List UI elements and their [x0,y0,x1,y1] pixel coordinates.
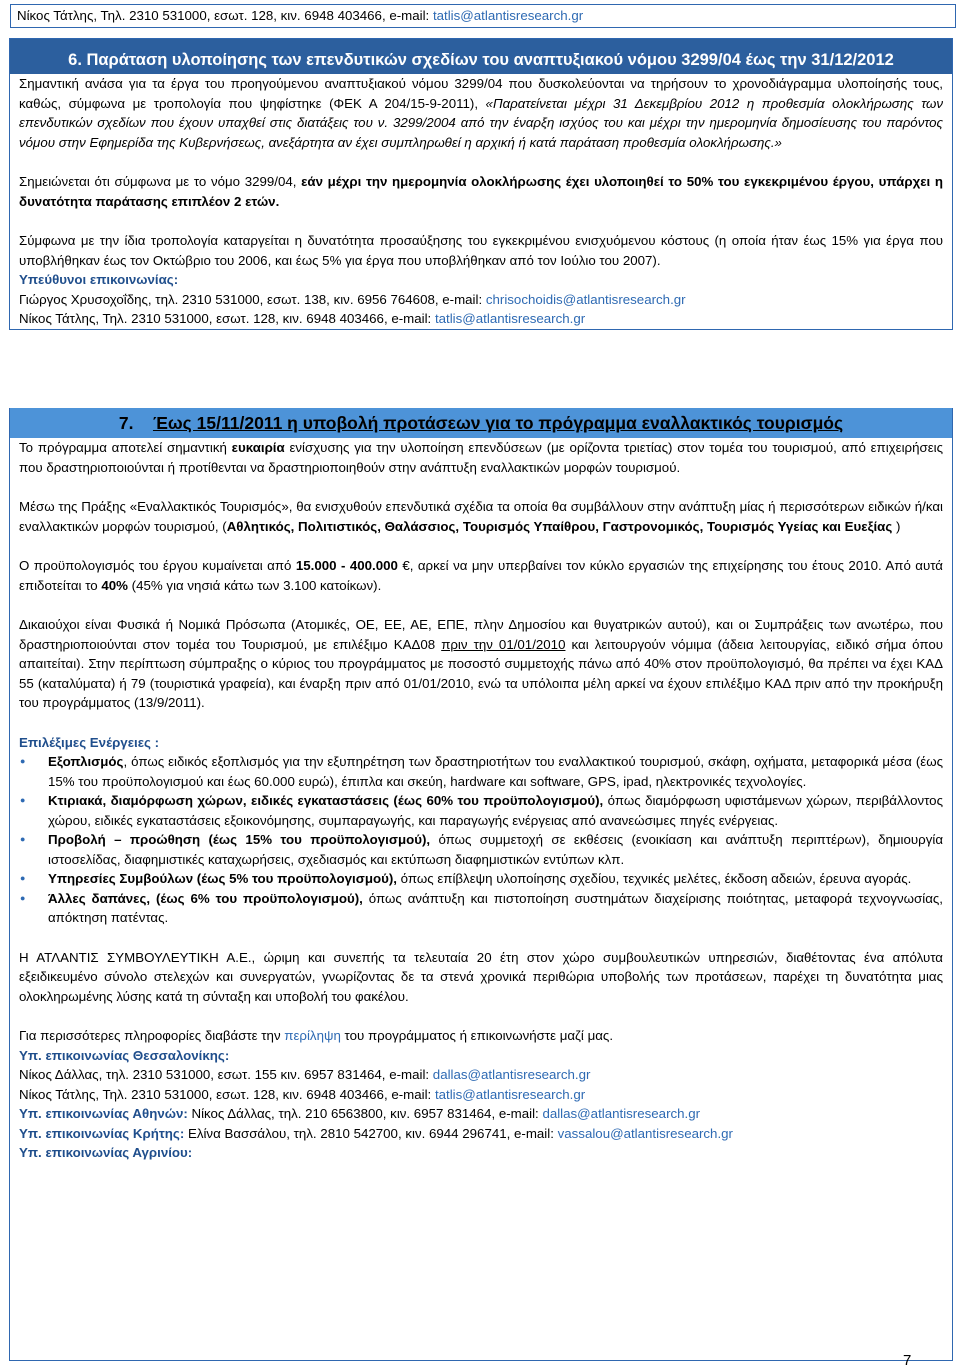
section-7-paragraph-5: Η ΑΤΛΑΝΤΙΣ ΣΥΜΒΟΥΛΕΥΤΙΚΗ Α.Ε., ώριμη και συνεπής τα τελευταία 20 έτη στον χώρο συμβουλευτικών υπηρεσιών, διαθέτοντας ένα απόλυτα εξειδικευμένο σύνολο στελεχών και συνεργατών, γνωρίζοντας δε τα στενά χρονικά περιθώρια υποβολής των προτάσεων, παρέχει τη δυνατότητα μιας ολοκληρωμένης λύσης κατά τη σύνταξη και υποβολή του φακέλου. [19,949,943,1004]
list-item [48,752,943,791]
section-6-p1-quote: «Παρατείνεται μέχρι 31 Δεκεμβρίου 2012 η προθεσμία ολοκλήρωσης των επενδυτικών σχεδίων που έχουν υπαχθεί στις διατάξεις του ν. 3299/2004 από την έναρξη ισχύος του και μέχρι την ημερομηνία δημοσίευσης του παρόντος νόμου στην Εφημερίδα της Κυβερνήσεως, ανεξάρτητα αν έχει συμπληρωθεί η αρχική ή κατά παράταση προθεσμία ολοκλήρωσης.» [19,95,943,150]
section-6-paragraph-1 [19,74,943,152]
section-6 [9,38,953,330]
athens-text: Νίκος Δάλλας, τηλ. 210 6563800, κιν. 6957 831464, e-mail: [187,1106,543,1121]
action-3-text: όπως συμμετοχή σε εκθέσεις (ενοικίαση και ανάπτυξη περιπτέρων), δημιουργία ιστοσελίδας, διαφημιστικές καταχωρήσεις, σχεδιασμός και εκτύπωση διαφημιστικών εντύπων κλπ. [48,832,944,867]
s7-p4-a: Δικαιούχοι είναι Φυσικά ή Νομικά Πρόσωπα (Ατομικές, ΟΕ, ΕΕ, ΑΕ, ΕΠΕ, πλην Δημοσίου και θυγατρικών αυτού), και οι Συμπράξεις των ανωτέρω, που δραστηριοποιούνται στον τομέα του Τουρισμού, με επιλέξιμο ΚΑΔ08 [19,617,943,652]
action-2-text: όπως διαμόρφωση υφιστάμενων χώρων, περιβάλλοντος χώρου, ειδικές εγκαταστάσεις εξοικονόμησης, συμπαραγωγής, και παραγωγής ενέργειας από ανανεώσιμες πηγές ενέργειας. [48,793,943,828]
section-6-title: 6. Παράταση υλοποίησης των επενδυτικών σχεδίων του αναπτυξιακού νόμου 3299/04 έως την 31/12/2012 [10,39,952,74]
section-7-paragraph-1 [19,438,943,477]
s7-p1-a: Το πρόγραμμα αποτελεί σημαντική [19,440,232,455]
s7-p1-bold: ευκαιρία [231,440,285,455]
summary-link[interactable]: περίληψη [284,1028,341,1043]
section-7-number: 7. [118,413,134,433]
s7-p3-b: €, αρκεί να μην υπερβαίνει τον κύκλο εργασιών της επιχείρησης του έτους 2010. Από αυτά επιδοτείται το [19,558,943,593]
action-5-text: όπως ανάπτυξη και πιστοποίηση συστημάτων διαχείρισης ποιότητας, μεταφορά τεχνογνωσίας, απόκτηση πατέντας. [48,890,943,925]
contact-2-text: Νίκος Τάτλης, Τηλ. 2310 531000, εσωτ. 128, κιν. 6948 403466, e-mail: [19,311,435,326]
s7-p2-bold: Αθλητικός, Πολιτιστικός, Θαλάσσιος, Τουρισμός Υπαίθρου, Γαστρονομικός, Τουρισμός Υγείας και Ευεξίας [226,518,893,534]
section-7 [9,408,953,1361]
list-item [48,830,943,869]
action-1-text: , όπως ειδικός εξοπλισμός για την εξυπηρέτηση των δραστηριοτήτων του εναλλακτικού τουρισμού, σκάφη, οχήματα, μεταφορικά μέσα (έως 15% του προϋπολογισμού και έως 60.000 ευρώ), έπιπλα και σκεύη, hardware και software, GPS, ipad, ηλεκτρονικές τεχνολογίες. [48,754,943,789]
thessaloniki-contacts-label: Υπ. επικοινωνίας Θεσσαλονίκης: [19,1047,230,1063]
s7-p6-a: Για περισσότερες πληροφορίες διαβάστε την [19,1028,285,1043]
section-7-body-end [10,928,952,1163]
s7-p2-b: ) [892,518,901,534]
action-4-bold: Υπηρεσίες Συμβούλων (έως 5% του προϋπολογισμού), [48,871,397,886]
s7-p3-a: Ο προϋπολογισμός του έργου κυμαίνεται από [19,558,296,573]
section-7-title [10,408,952,438]
athens-label: Υπ. επικοινωνίας Αθηνών: [19,1106,188,1121]
action-2-bold: Κτιριακά, διαμόρφωση χώρων, ειδικές εγκαταστάσεις (έως 60% του προϋπολογισμού), [48,793,604,808]
s7-p3-bold-percent: 40% [101,577,128,593]
list-item [48,869,943,889]
eligible-actions-list [10,752,952,928]
s7-p4-b: και λειτουργούν νόμιμα (άδεια λειτουργίας, ειδικό σήμα όπου απαιτείται). Στην περίπτωση σύμπραξης ο κύριος του προγράμματος με ποσοστό συμμετοχής πάνω από 40% στον προϋπολογισμό, θα πρέπει να έχει ΚΑΔ 55 (καταλύματα) ή 79 (τουριστικά γραφεία), και έναρξη πριν από 01/01/2010, ενώ τα υπόλοιπα μέλη αρκεί να έχουν επιλέξιμο ΚΑΔ πριν από την προκήρυξη του προγράμματος (13/9/2011). [19,636,943,710]
athens-email-link[interactable]: dallas@atlantisresearch.gr [542,1106,701,1121]
s7-p2-a: Μέσω της Πράξης «Εναλλακτικός Τουρισμός», θα ενισχυθούν επενδυτικά σχέδια τα οποία θα συμβάλλουν στην ανάπτυξη μίας ή περισσότερων ειδικών ή/και εναλλακτικών μορφών τουρισμού, ( [19,499,943,534]
athens-contact [19,1104,943,1124]
section-6-p2-bold: εάν μέχρι την ημερομηνία ολοκλήρωσης έχει υλοποιηθεί το 50% του εγκεκριμένου έργου, υπάρχει η δυνατότητα παράτασης επιπλέον 2 ετών. [19,174,943,209]
thess-2-email-link[interactable]: tatlis@atlantisresearch.gr [434,1086,586,1102]
section-6-contact-1 [19,290,943,310]
list-item [48,791,943,830]
contact-1-email-link[interactable]: chrisochoidis@atlantisresearch.gr [485,291,686,307]
crete-email-link[interactable]: vassalou@atlantisresearch.gr [557,1125,733,1141]
eligible-actions-label: Επιλέξιμες Ενέργειες : [19,734,160,750]
agrinio-contacts-label: Υπ. επικοινωνίας Αγρινίου: [19,1145,193,1160]
section-7-paragraph-2 [19,497,943,536]
action-4-text: όπως επίβλεψη υλοποίησης σχεδίου, τεχνικές μελέτες, έκδοση αδειών, έρευνα αγοράς. [396,871,912,886]
page-number: 7 [903,1352,912,1369]
section-7-paragraph-4 [19,615,943,713]
s7-p3-bold-budget: 15.000 - 400.000 [295,558,398,573]
action-1-bold: Εξοπλισμός [48,754,124,769]
thess-2-text: Νίκος Τάτλης, Τηλ. 2310 531000, εσωτ. 128, κιν. 6948 403466, e-mail: [19,1086,435,1102]
thessaloniki-contact-1 [19,1065,943,1085]
section-6-body [10,74,952,329]
section-6-paragraph-3: Σύμφωνα με την ίδια τροπολογία καταργείται η δυνατότητα προσαύξησης του εγκεκριμένου ενισχυόμενου κόστους (η οποία ήταν έως 15% για έργα που υποβλήθηκαν έως τον Οκτώβριο του 2006, και έως 5% για έργα που υποβλήθηκαν από τον Ιούλιο του 2007). [19,233,943,268]
action-3-bold: Προβολή – προώθηση (έως 15% του προϋπολογισμού), [48,832,431,847]
action-5-bold: Άλλες δαπάνες, (έως 6% του προϋπολογισμού), [48,890,363,906]
s7-p1-b: ενίσχυσης για την υλοποίηση επενδύσεων (με ορίζοντα τριετίας) στον τομέα του τουρισμού, από επιχειρήσεις που δραστηριοποιούνται ή προτίθενται να δραστηριοποιηθούν στην ανάπτυξη εναλλακτικών μορφών τουρισμού. [19,440,943,475]
crete-contact [19,1124,943,1144]
thess-1-email-link[interactable]: dallas@atlantisresearch.gr [432,1067,591,1082]
section-6-contacts-label: Υπεύθυνοι επικοινωνίας: [19,272,179,287]
section-6-p2-text: Σημειώνεται ότι σύμφωνα με το νόμο 3299/04, [19,174,302,189]
contact-2-email-link[interactable]: tatlis@atlantisresearch.gr [434,311,586,326]
section-6-contact-2 [19,309,943,329]
section-7-paragraph-3 [19,556,943,595]
top-contact-email-link[interactable]: tatlis@atlantisresearch.gr [432,8,584,23]
thess-1-text: Νίκος Δάλλας, τηλ. 2310 531000, εσωτ. 155 κιν. 6957 831464, e-mail: [19,1067,433,1082]
s7-p6-b: του προγράμματος ή επικοινωνήστε μαζί μας. [340,1028,614,1043]
s7-p3-c: (45% για νησιά κάτω των 3.100 κατοίκων). [127,577,382,593]
contact-1-text: Γιώργος Χρυσοχοΐδης, τηλ. 2310 531000, εσωτ. 138, κιν. 6956 764608, e-mail: [19,291,486,307]
section-6-p1-text: Σημαντική ανάσα για τα έργα του προηγούμενου αναπτυξιακού νόμου 3299/04 που δυσκολεύονται να τηρήσουν το χρονοδιάγραμμα υλοποίησής τους, καθώς, σύμφωνα με τροπολογία που ψηφίστηκε (ΦΕΚ Α 204/15-9-2011), [19,76,943,111]
section-6-paragraph-2 [19,172,943,211]
top-contact-text: Νίκος Τάτλης, Τηλ. 2310 531000, εσωτ. 128, κιν. 6948 403466, e-mail: [17,8,433,23]
thessaloniki-contact-2 [19,1085,943,1105]
section-7-paragraph-6 [19,1026,943,1046]
s7-p4-underlined-date: πριν την 01/01/2010 [441,636,566,652]
section-7-body [10,438,952,752]
list-item [48,889,943,928]
section-7-title-text: Έως 15/11/2011 η υποβολή προτάσεων για το πρόγραμμα εναλλακτικός τουρισμός [152,413,844,433]
top-contact-line [10,4,956,28]
crete-text: Ελίνα Βασσάλου, τηλ. 2810 542700, κιν. 6944 296741, e-mail: [184,1125,558,1141]
crete-label: Υπ. επικοινωνίας Κρήτης: [19,1125,185,1141]
